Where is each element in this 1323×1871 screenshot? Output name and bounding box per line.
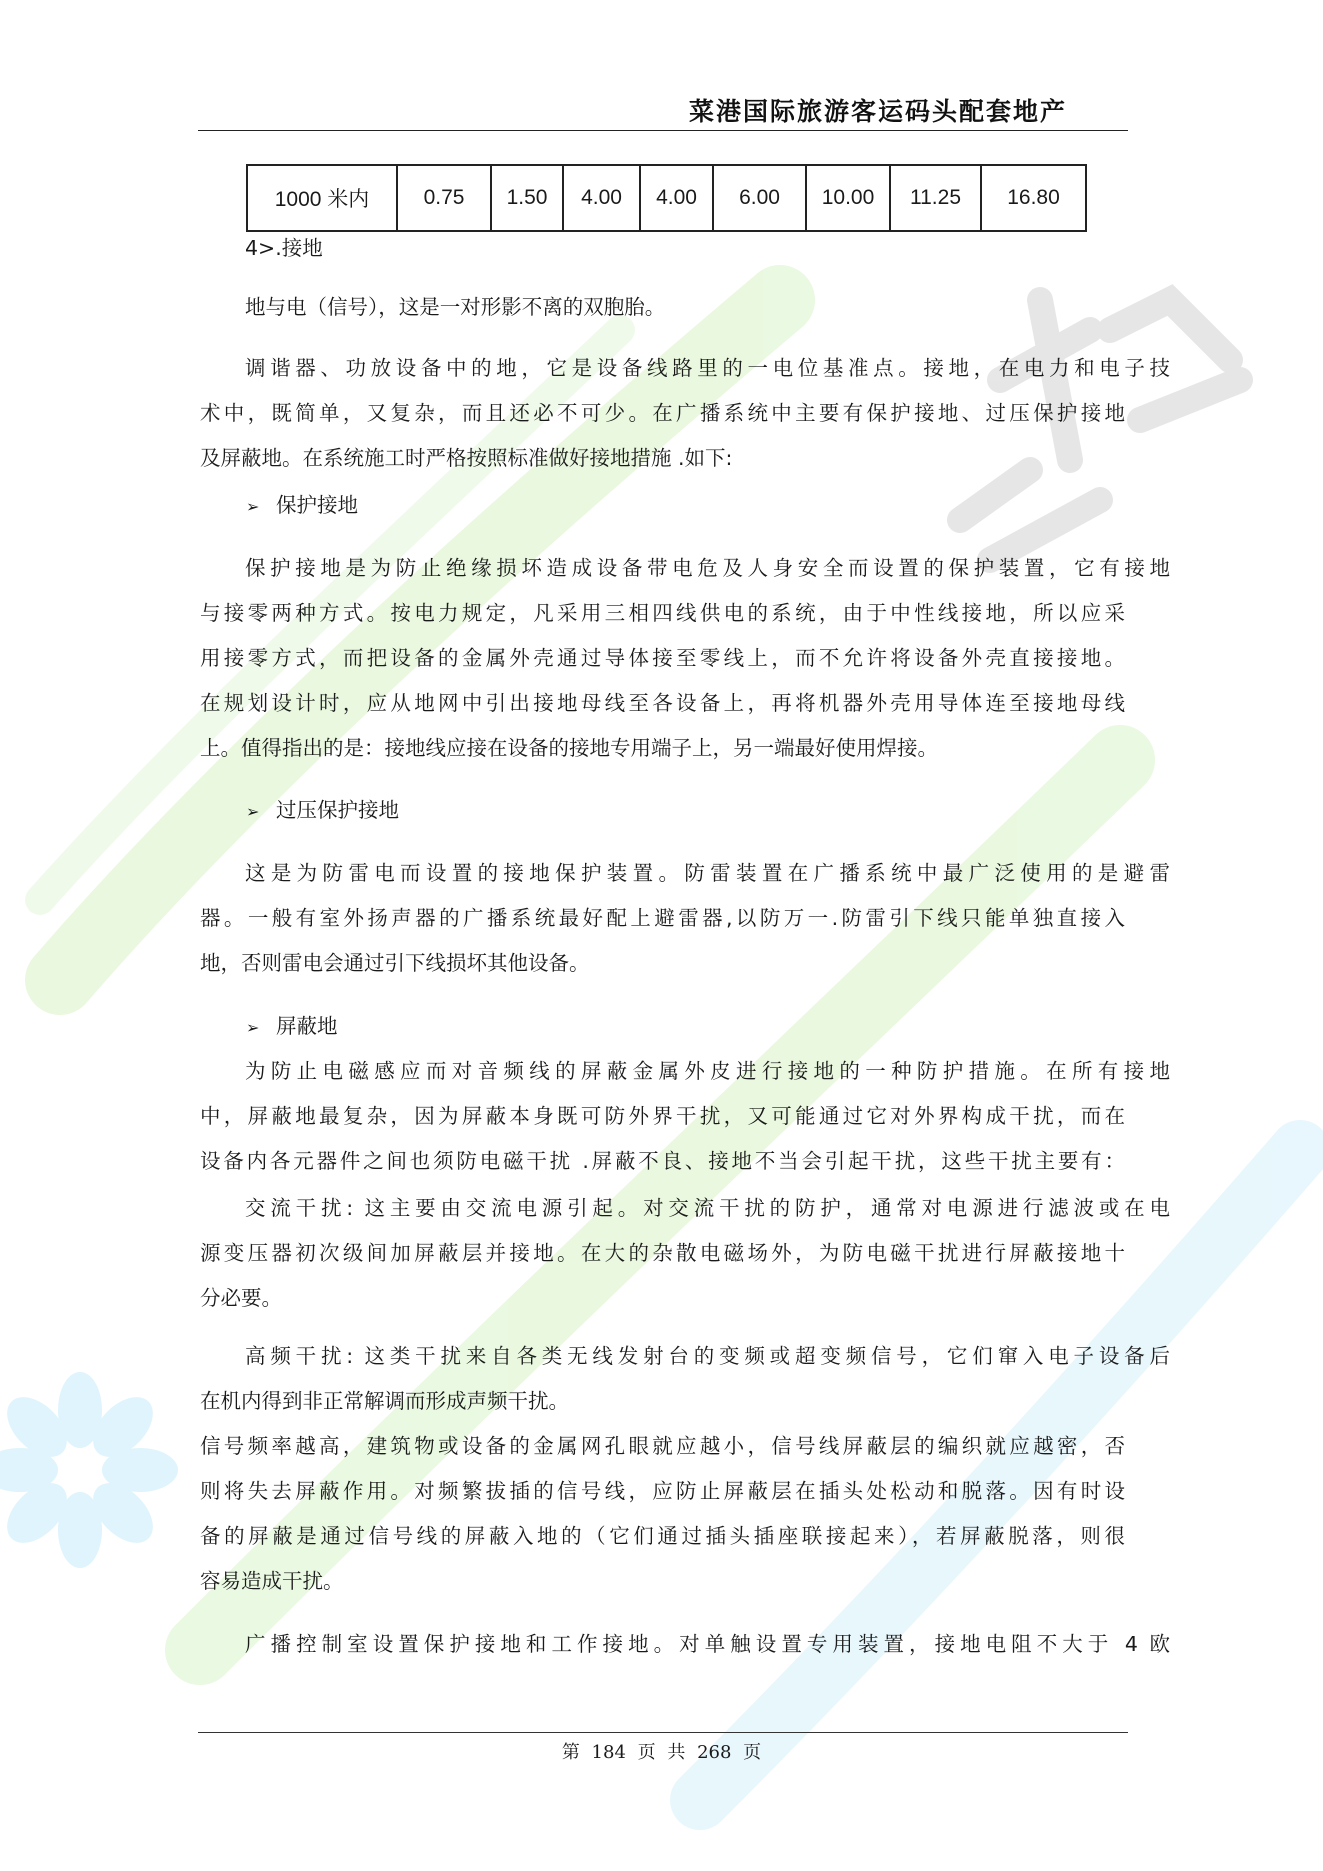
paragraph-line: 与接零两种方式。按电力规定，凡采用三相四线供电的系统，由于中性线接地，所以应采 xyxy=(200,601,1125,625)
paragraph-line: 设备内各元器件之间也须防电磁干扰 .屏蔽不良、接地不当会引起干扰，这些干扰主要有： xyxy=(200,1149,1125,1173)
paragraph-line: 地，否则雷电会通过引下线损坏其他设备。 xyxy=(200,951,590,975)
paragraph-line: 分必要。 xyxy=(200,1286,282,1310)
table-cell: 4.00 xyxy=(563,165,640,231)
paragraph-line: 则将失去屏蔽作用。对频繁拔插的信号线，应防止屏蔽层在插头处松动和脱落。因有时设 xyxy=(200,1479,1125,1503)
paragraph-line: 在规划设计时，应从地网中引出接地母线至各设备上，再将机器外壳用导体连至接地母线 xyxy=(200,691,1125,715)
table-cell: 10.00 xyxy=(806,165,890,231)
paragraph-line: 这是为防雷电而设置的接地保护装置。防雷装置在广播系统中最广泛使用的是避雷 xyxy=(245,861,1170,885)
table-cell: 0.75 xyxy=(397,165,491,231)
arrow-bullet-icon: ➢ xyxy=(246,1018,260,1037)
table-cell: 6.00 xyxy=(713,165,806,231)
table-row xyxy=(247,165,1086,231)
price-table xyxy=(246,164,1087,232)
paragraph-line: 在机内得到非正常解调而形成声频干扰。 xyxy=(200,1389,569,1413)
paragraph-line: 术中，既简单，又复杂，而且还必不可少。在广播系统中主要有保护接地、过压保护接地 xyxy=(200,401,1125,425)
section-heading xyxy=(200,483,1171,530)
header-rule xyxy=(198,130,1128,131)
section-heading xyxy=(200,1004,1171,1051)
paragraph-line: 容易造成干扰。 xyxy=(200,1569,344,1593)
paragraph-line: 交流干扰: 这主要由交流电源引起。对交流干扰的防护，通常对电源进行滤波或在电 xyxy=(245,1196,1170,1220)
table-cell: 4.00 xyxy=(640,165,713,231)
header-title: 菜港国际旅游客运码头配套地产 xyxy=(688,97,1067,126)
page-number: 第 184 页 共 268 页 xyxy=(561,1742,762,1763)
table-cell: 16.80 xyxy=(981,165,1086,231)
paragraph-line: 信号频率越高，建筑物或设备的金属网孔眼就应越小，信号线屏蔽层的编织就应越密，否 xyxy=(200,1434,1125,1458)
paragraph-line: 源变压器初次级间加屏蔽层并接地。在大的杂散电磁场外，为防电磁干扰进行屏蔽接地十 xyxy=(200,1241,1125,1265)
section-heading-label: 过压保护接地 xyxy=(276,798,399,822)
paragraph-line: 上。值得指出的是：接地线应接在设备的接地专用端子上，另一端最好使用焊接。 xyxy=(200,736,938,760)
paragraph-line: 地与电（信号），这是一对形影不离的双胞胎。 xyxy=(245,295,666,319)
paragraph-line: 中，屏蔽地最复杂，因为屏蔽本身既可防外界干扰，又可能通过它对外界构成干扰，而在 xyxy=(200,1104,1125,1128)
paragraph-line: 高频干扰: 这类干扰来自各类无线发射台的变频或超变频信号，它们窜入电子设备后 xyxy=(245,1344,1170,1368)
section-heading xyxy=(200,788,1171,835)
paragraph-line: 用接零方式，而把设备的金属外壳通过导体接至零线上，而不允许将设备外壳直接接地。 xyxy=(200,646,1125,670)
paragraph-line: 及屏蔽地。在系统施工时严格按照标准做好接地措施 .如下: xyxy=(200,446,733,470)
paragraph-line: 调谐器、功放设备中的地，它是设备线路里的一电位基准点。接地，在电力和电子技 xyxy=(245,356,1170,380)
arrow-bullet-icon: ➢ xyxy=(246,497,260,516)
footer-rule xyxy=(198,1732,1128,1733)
paragraph-line: 4>.接地 xyxy=(245,236,323,260)
table-cell-range: 1000 米内 xyxy=(247,165,397,231)
section-heading-label: 屏蔽地 xyxy=(276,1014,338,1038)
paragraph-line: 为防止电磁感应而对音频线的屏蔽金属外皮进行接地的一种防护措施。在所有接地 xyxy=(245,1059,1170,1083)
paragraph-line: 器。一般有室外扬声器的广播系统最好配上避雷器,以防万一.防雷引下线只能单独直接入 xyxy=(200,906,1125,930)
section-heading-label: 保护接地 xyxy=(276,493,358,517)
table-cell: 1.50 xyxy=(491,165,563,231)
paragraph-line: 广播控制室设置保护接地和工作接地。对单触设置专用装置，接地电阻不大于 4 欧 xyxy=(245,1632,1170,1656)
table-cell: 11.25 xyxy=(890,165,981,231)
arrow-bullet-icon: ➢ xyxy=(246,802,260,821)
paragraph-line: 备的屏蔽是通过信号线的屏蔽入地的（它们通过插头插座联接起来），若屏蔽脱落，则很 xyxy=(200,1524,1125,1548)
paragraph-line: 保护接地是为防止绝缘损坏造成设备带电危及人身安全而设置的保护装置，它有接地 xyxy=(245,556,1170,580)
